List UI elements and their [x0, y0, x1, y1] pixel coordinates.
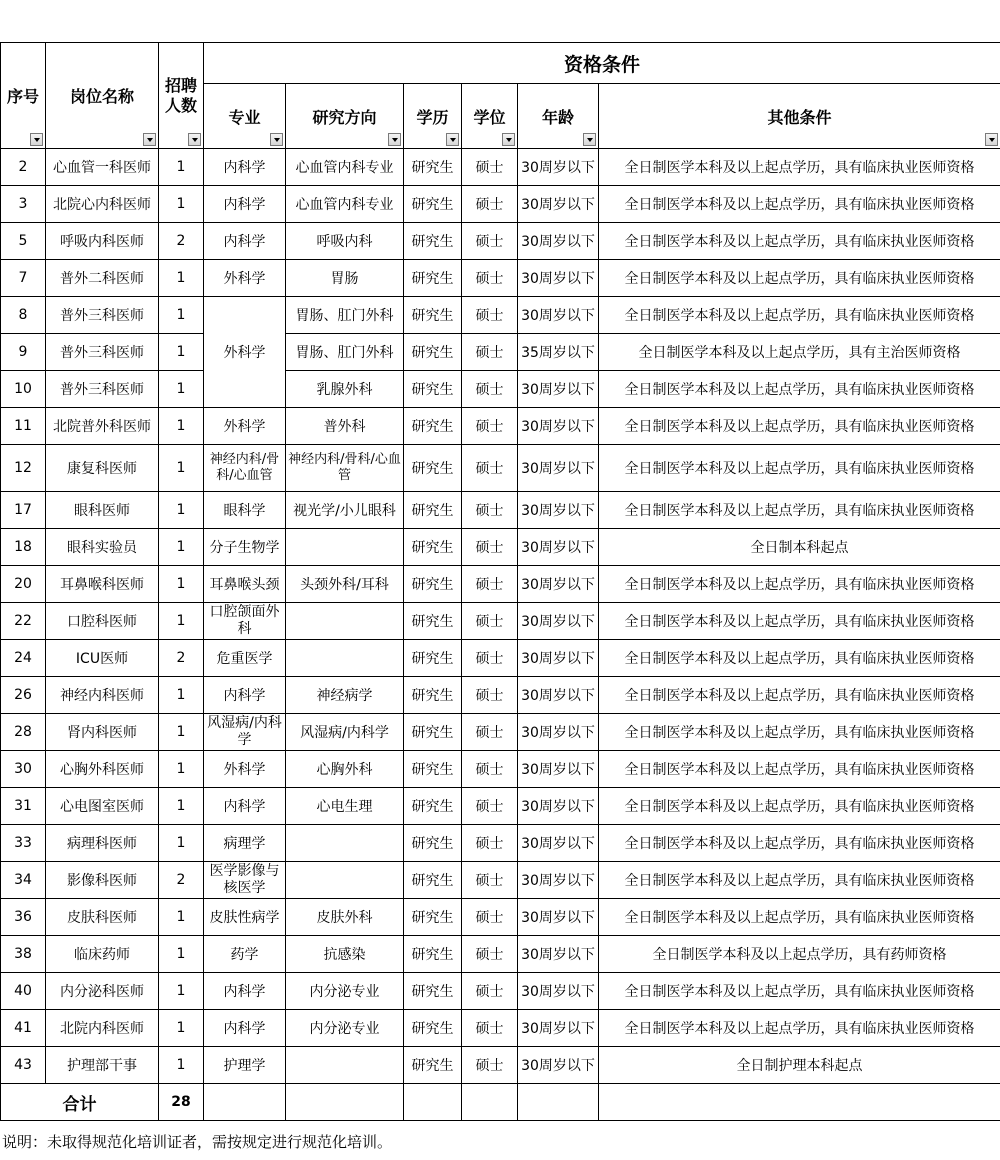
cell-other: 全日制医学本科及以上起点学历，具有临床执业医师资格 [599, 223, 1000, 260]
table-row [1, 408, 1000, 445]
cell-degree: 硕士 [462, 566, 518, 603]
table-row [1, 186, 1000, 223]
cell-major: 风湿病/内科学 [204, 714, 286, 751]
cell-education: 研究生 [404, 825, 462, 862]
cell-major: 外科学 [204, 297, 286, 408]
cell-other: 全日制医学本科及以上起点学历，具有临床执业医师资格 [599, 862, 1000, 899]
header-seq[interactable]: 序号 [1, 43, 46, 149]
cell-education: 研究生 [404, 566, 462, 603]
table-row [1, 788, 1000, 825]
cell-other: 全日制医学本科及以上起点学历，具有临床执业医师资格 [599, 640, 1000, 677]
cell-count: 1 [159, 899, 204, 936]
cell-count: 1 [159, 334, 204, 371]
cell-position: 影像科医师 [46, 862, 159, 899]
total-empty-cell [286, 1084, 404, 1121]
cell-education: 研究生 [404, 492, 462, 529]
filter-dropdown-icon[interactable] [388, 133, 401, 146]
cell-degree: 硕士 [462, 223, 518, 260]
cell-major: 外科学 [204, 751, 286, 788]
cell-research: 呼吸内科 [286, 223, 404, 260]
table-row [1, 714, 1000, 751]
cell-count: 1 [159, 445, 204, 492]
recruitment-table-container [0, 42, 1000, 1121]
cell-age: 30周岁以下 [518, 603, 599, 640]
cell-major: 口腔颌面外科 [204, 603, 286, 640]
cell-other: 全日制医学本科及以上起点学历，具有临床执业医师资格 [599, 603, 1000, 640]
cell-degree: 硕士 [462, 260, 518, 297]
cell-other: 全日制本科起点 [599, 529, 1000, 566]
cell-degree: 硕士 [462, 445, 518, 492]
cell-research [286, 1047, 404, 1084]
table-row [1, 566, 1000, 603]
cell-count: 1 [159, 371, 204, 408]
cell-seq: 38 [1, 936, 46, 973]
cell-research: 乳腺外科 [286, 371, 404, 408]
table-row [1, 1010, 1000, 1047]
cell-count: 1 [159, 186, 204, 223]
cell-position: 护理部干事 [46, 1047, 159, 1084]
cell-count: 1 [159, 788, 204, 825]
cell-other: 全日制医学本科及以上起点学历，具有临床执业医师资格 [599, 751, 1000, 788]
cell-count: 1 [159, 408, 204, 445]
cell-position: 心电图室医师 [46, 788, 159, 825]
cell-count: 1 [159, 529, 204, 566]
cell-education: 研究生 [404, 408, 462, 445]
cell-count: 1 [159, 714, 204, 751]
cell-age: 30周岁以下 [518, 973, 599, 1010]
header-education[interactable]: 学历 [404, 84, 462, 149]
cell-position: 耳鼻喉科医师 [46, 566, 159, 603]
cell-degree: 硕士 [462, 408, 518, 445]
cell-other: 全日制医学本科及以上起点学历，具有临床执业医师资格 [599, 149, 1000, 186]
cell-research: 心电生理 [286, 788, 404, 825]
cell-degree: 硕士 [462, 529, 518, 566]
header-count[interactable]: 招聘人数 [159, 43, 204, 149]
cell-other: 全日制医学本科及以上起点学历，具有临床执业医师资格 [599, 492, 1000, 529]
cell-education: 研究生 [404, 1047, 462, 1084]
cell-degree: 硕士 [462, 677, 518, 714]
cell-degree: 硕士 [462, 1010, 518, 1047]
cell-age: 30周岁以下 [518, 751, 599, 788]
cell-position: ICU医师 [46, 640, 159, 677]
cell-education: 研究生 [404, 445, 462, 492]
table-row [1, 936, 1000, 973]
cell-major: 皮肤性病学 [204, 899, 286, 936]
cell-major: 内科学 [204, 973, 286, 1010]
cell-degree: 硕士 [462, 714, 518, 751]
cell-count: 1 [159, 825, 204, 862]
cell-other: 全日制医学本科及以上起点学历，具有主治医师资格 [599, 334, 1000, 371]
header-other[interactable]: 其他条件 [599, 84, 1000, 149]
cell-research: 心血管内科专业 [286, 149, 404, 186]
cell-degree: 硕士 [462, 936, 518, 973]
cell-position: 眼科实验员 [46, 529, 159, 566]
table-row [1, 640, 1000, 677]
cell-other: 全日制医学本科及以上起点学历，具有临床执业医师资格 [599, 714, 1000, 751]
cell-major: 病理学 [204, 825, 286, 862]
cell-research: 抗感染 [286, 936, 404, 973]
table-row [1, 899, 1000, 936]
cell-position: 口腔科医师 [46, 603, 159, 640]
header-major[interactable]: 专业 [204, 84, 286, 149]
header-degree[interactable]: 学位 [462, 84, 518, 149]
cell-seq: 8 [1, 297, 46, 334]
total-empty-cell [599, 1084, 1000, 1121]
cell-research: 胃肠、肛门外科 [286, 297, 404, 334]
cell-degree: 硕士 [462, 1047, 518, 1084]
cell-seq: 18 [1, 529, 46, 566]
cell-research: 胃肠、肛门外科 [286, 334, 404, 371]
cell-seq: 11 [1, 408, 46, 445]
cell-other: 全日制医学本科及以上起点学历，具有临床执业医师资格 [599, 788, 1000, 825]
table-row [1, 1047, 1000, 1084]
cell-research: 内分泌专业 [286, 1010, 404, 1047]
cell-age: 30周岁以下 [518, 677, 599, 714]
cell-major: 外科学 [204, 408, 286, 445]
cell-seq: 7 [1, 260, 46, 297]
cell-education: 研究生 [404, 862, 462, 899]
cell-seq: 30 [1, 751, 46, 788]
cell-major: 内科学 [204, 788, 286, 825]
table-row [1, 334, 1000, 371]
cell-other: 全日制医学本科及以上起点学历，具有临床执业医师资格 [599, 408, 1000, 445]
filter-dropdown-icon[interactable] [985, 133, 998, 146]
cell-age: 30周岁以下 [518, 936, 599, 973]
cell-other: 全日制医学本科及以上起点学历，具有药师资格 [599, 936, 1000, 973]
cell-position: 临床药师 [46, 936, 159, 973]
cell-degree: 硕士 [462, 371, 518, 408]
cell-position: 肾内科医师 [46, 714, 159, 751]
total-empty-cell [404, 1084, 462, 1121]
cell-age: 30周岁以下 [518, 223, 599, 260]
cell-education: 研究生 [404, 603, 462, 640]
header-research[interactable]: 研究方向 [286, 84, 404, 149]
cell-degree: 硕士 [462, 297, 518, 334]
filter-dropdown-icon[interactable] [583, 133, 596, 146]
cell-education: 研究生 [404, 677, 462, 714]
cell-research: 心胸外科 [286, 751, 404, 788]
cell-education: 研究生 [404, 788, 462, 825]
table-row [1, 492, 1000, 529]
cell-position: 呼吸内科医师 [46, 223, 159, 260]
recruitment-table [0, 42, 1000, 1121]
cell-count: 2 [159, 862, 204, 899]
cell-major: 危重医学 [204, 640, 286, 677]
cell-position: 北院内科医师 [46, 1010, 159, 1047]
cell-other: 全日制医学本科及以上起点学历，具有临床执业医师资格 [599, 371, 1000, 408]
cell-education: 研究生 [404, 297, 462, 334]
cell-position: 心胸外科医师 [46, 751, 159, 788]
cell-age: 30周岁以下 [518, 492, 599, 529]
cell-position: 皮肤科医师 [46, 899, 159, 936]
cell-major: 护理学 [204, 1047, 286, 1084]
cell-position: 康复科医师 [46, 445, 159, 492]
cell-age: 30周岁以下 [518, 149, 599, 186]
cell-major: 内科学 [204, 186, 286, 223]
cell-count: 1 [159, 677, 204, 714]
total-value: 28 [159, 1084, 204, 1121]
cell-education: 研究生 [404, 260, 462, 297]
cell-count: 1 [159, 603, 204, 640]
table-row [1, 445, 1000, 492]
cell-major: 神经内科/骨科/心血管 [204, 445, 286, 492]
cell-major: 耳鼻喉头颈 [204, 566, 286, 603]
cell-research: 心血管内科专业 [286, 186, 404, 223]
table-row [1, 149, 1000, 186]
cell-other: 全日制医学本科及以上起点学历，具有临床执业医师资格 [599, 566, 1000, 603]
cell-count: 1 [159, 973, 204, 1010]
cell-seq: 22 [1, 603, 46, 640]
cell-count: 1 [159, 297, 204, 334]
cell-age: 30周岁以下 [518, 260, 599, 297]
cell-count: 2 [159, 640, 204, 677]
cell-count: 1 [159, 566, 204, 603]
cell-major: 医学影像与核医学 [204, 862, 286, 899]
cell-count: 1 [159, 1047, 204, 1084]
cell-seq: 2 [1, 149, 46, 186]
total-row [1, 1084, 1000, 1121]
cell-research: 内分泌专业 [286, 973, 404, 1010]
cell-degree: 硕士 [462, 640, 518, 677]
cell-age: 30周岁以下 [518, 297, 599, 334]
total-empty-cell [462, 1084, 518, 1121]
cell-major: 内科学 [204, 223, 286, 260]
cell-seq: 3 [1, 186, 46, 223]
cell-count: 1 [159, 260, 204, 297]
cell-education: 研究生 [404, 899, 462, 936]
cell-seq: 41 [1, 1010, 46, 1047]
cell-research: 头颈外科/耳科 [286, 566, 404, 603]
cell-seq: 24 [1, 640, 46, 677]
cell-education: 研究生 [404, 751, 462, 788]
cell-age: 35周岁以下 [518, 334, 599, 371]
total-label: 合计 [1, 1084, 159, 1121]
cell-age: 30周岁以下 [518, 445, 599, 492]
cell-major: 外科学 [204, 260, 286, 297]
cell-seq: 43 [1, 1047, 46, 1084]
cell-research: 胃肠 [286, 260, 404, 297]
total-empty-cell [204, 1084, 286, 1121]
cell-education: 研究生 [404, 149, 462, 186]
cell-other: 全日制医学本科及以上起点学历，具有临床执业医师资格 [599, 1010, 1000, 1047]
cell-degree: 硕士 [462, 973, 518, 1010]
filter-dropdown-icon[interactable] [30, 133, 43, 146]
cell-research [286, 825, 404, 862]
cell-major: 内科学 [204, 149, 286, 186]
cell-other: 全日制医学本科及以上起点学历，具有临床执业医师资格 [599, 825, 1000, 862]
header-position[interactable]: 岗位名称 [46, 43, 159, 149]
cell-count: 1 [159, 751, 204, 788]
cell-position: 神经内科医师 [46, 677, 159, 714]
cell-seq: 12 [1, 445, 46, 492]
cell-major: 内科学 [204, 677, 286, 714]
cell-position: 眼科医师 [46, 492, 159, 529]
cell-seq: 28 [1, 714, 46, 751]
cell-education: 研究生 [404, 714, 462, 751]
cell-major: 眼科学 [204, 492, 286, 529]
cell-age: 30周岁以下 [518, 408, 599, 445]
table-row [1, 529, 1000, 566]
cell-count: 1 [159, 1010, 204, 1047]
cell-degree: 硕士 [462, 492, 518, 529]
cell-major: 分子生物学 [204, 529, 286, 566]
cell-seq: 5 [1, 223, 46, 260]
cell-seq: 17 [1, 492, 46, 529]
footnote: 说明：未取得规范化培训证者，需按规定进行规范化培训。 [2, 1133, 393, 1151]
cell-seq: 20 [1, 566, 46, 603]
cell-research: 皮肤外科 [286, 899, 404, 936]
cell-degree: 硕士 [462, 751, 518, 788]
cell-research: 风湿病/内科学 [286, 714, 404, 751]
cell-research: 普外科 [286, 408, 404, 445]
cell-age: 30周岁以下 [518, 529, 599, 566]
table-row [1, 973, 1000, 1010]
cell-education: 研究生 [404, 529, 462, 566]
table-row [1, 603, 1000, 640]
cell-age: 30周岁以下 [518, 899, 599, 936]
cell-age: 30周岁以下 [518, 825, 599, 862]
filter-dropdown-icon[interactable] [270, 133, 283, 146]
cell-other: 全日制医学本科及以上起点学历，具有临床执业医师资格 [599, 677, 1000, 714]
cell-education: 研究生 [404, 640, 462, 677]
table-row [1, 677, 1000, 714]
cell-research [286, 640, 404, 677]
cell-research [286, 862, 404, 899]
cell-count: 1 [159, 149, 204, 186]
cell-age: 30周岁以下 [518, 186, 599, 223]
cell-education: 研究生 [404, 186, 462, 223]
total-empty-cell [518, 1084, 599, 1121]
cell-other: 全日制医学本科及以上起点学历，具有临床执业医师资格 [599, 260, 1000, 297]
cell-seq: 31 [1, 788, 46, 825]
cell-count: 1 [159, 492, 204, 529]
cell-position: 北院心内科医师 [46, 186, 159, 223]
cell-other: 全日制护理本科起点 [599, 1047, 1000, 1084]
cell-research [286, 603, 404, 640]
cell-education: 研究生 [404, 936, 462, 973]
cell-age: 30周岁以下 [518, 862, 599, 899]
cell-age: 30周岁以下 [518, 714, 599, 751]
filter-dropdown-icon[interactable] [446, 133, 459, 146]
cell-other: 全日制医学本科及以上起点学历，具有临床执业医师资格 [599, 297, 1000, 334]
cell-count: 1 [159, 936, 204, 973]
cell-position: 普外二科医师 [46, 260, 159, 297]
cell-degree: 硕士 [462, 825, 518, 862]
table-row [1, 825, 1000, 862]
table-row [1, 751, 1000, 788]
cell-seq: 40 [1, 973, 46, 1010]
cell-position: 普外三科医师 [46, 297, 159, 334]
cell-degree: 硕士 [462, 603, 518, 640]
cell-major: 内科学 [204, 1010, 286, 1047]
cell-age: 30周岁以下 [518, 566, 599, 603]
cell-count: 2 [159, 223, 204, 260]
cell-education: 研究生 [404, 223, 462, 260]
cell-other: 全日制医学本科及以上起点学历，具有临床执业医师资格 [599, 899, 1000, 936]
cell-position: 北院普外科医师 [46, 408, 159, 445]
cell-major: 药学 [204, 936, 286, 973]
cell-seq: 26 [1, 677, 46, 714]
table-row [1, 260, 1000, 297]
cell-research: 神经病学 [286, 677, 404, 714]
table-row [1, 297, 1000, 334]
cell-degree: 硕士 [462, 862, 518, 899]
cell-other: 全日制医学本科及以上起点学历，具有临床执业医师资格 [599, 973, 1000, 1010]
cell-position: 病理科医师 [46, 825, 159, 862]
cell-seq: 33 [1, 825, 46, 862]
cell-degree: 硕士 [462, 149, 518, 186]
cell-position: 内分泌科医师 [46, 973, 159, 1010]
table-body [1, 149, 1000, 1084]
cell-degree: 硕士 [462, 334, 518, 371]
cell-position: 普外三科医师 [46, 334, 159, 371]
table-row [1, 371, 1000, 408]
cell-position: 心血管一科医师 [46, 149, 159, 186]
filter-dropdown-icon[interactable] [502, 133, 515, 146]
cell-age: 30周岁以下 [518, 640, 599, 677]
cell-education: 研究生 [404, 371, 462, 408]
filter-dropdown-icon[interactable] [188, 133, 201, 146]
table-row [1, 862, 1000, 899]
cell-age: 30周岁以下 [518, 1047, 599, 1084]
table-row [1, 223, 1000, 260]
cell-research [286, 529, 404, 566]
cell-seq: 34 [1, 862, 46, 899]
cell-education: 研究生 [404, 1010, 462, 1047]
cell-degree: 硕士 [462, 186, 518, 223]
cell-age: 30周岁以下 [518, 788, 599, 825]
cell-seq: 10 [1, 371, 46, 408]
cell-other: 全日制医学本科及以上起点学历，具有临床执业医师资格 [599, 186, 1000, 223]
cell-degree: 硕士 [462, 788, 518, 825]
cell-research: 视光学/小儿眼科 [286, 492, 404, 529]
cell-degree: 硕士 [462, 899, 518, 936]
cell-research: 神经内科/骨科/心血管 [286, 445, 404, 492]
cell-age: 30周岁以下 [518, 371, 599, 408]
cell-seq: 9 [1, 334, 46, 371]
cell-education: 研究生 [404, 973, 462, 1010]
cell-seq: 36 [1, 899, 46, 936]
cell-position: 普外三科医师 [46, 371, 159, 408]
cell-age: 30周岁以下 [518, 1010, 599, 1047]
header-qualifications: 资格条件 [204, 43, 1000, 84]
header-age[interactable]: 年龄 [518, 84, 599, 149]
cell-education: 研究生 [404, 334, 462, 371]
filter-dropdown-icon[interactable] [143, 133, 156, 146]
cell-other: 全日制医学本科及以上起点学历，具有临床执业医师资格 [599, 445, 1000, 492]
